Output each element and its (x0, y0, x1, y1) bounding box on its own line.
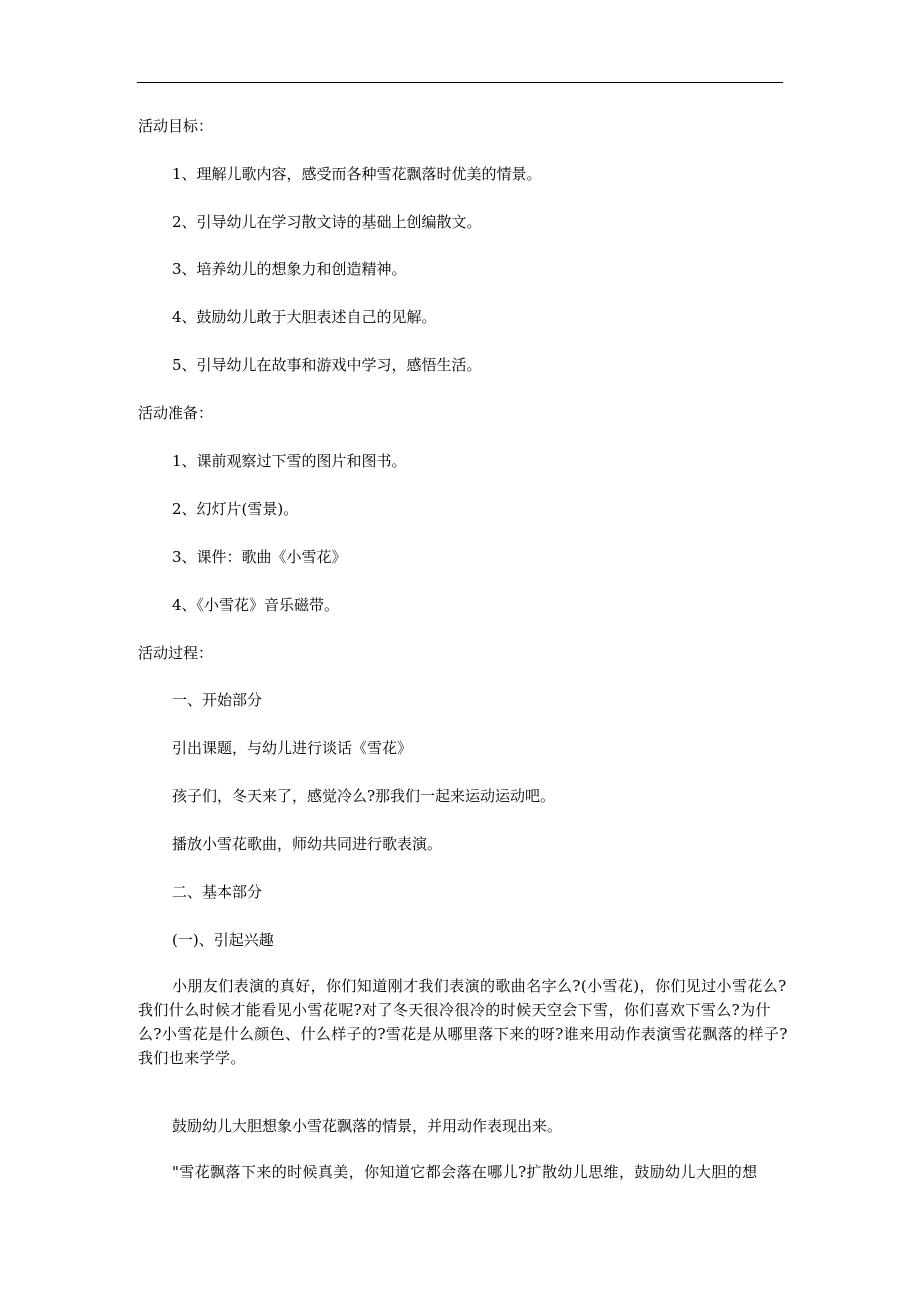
preparation-item-4: 4、《小雪花》音乐磁带。 (172, 596, 340, 614)
process-heading: 活动过程： (138, 644, 214, 662)
goal-item-5: 5、引导幼儿在故事和游戏中学习，感悟生活。 (172, 356, 482, 374)
part-one-line-2: 孩子们，冬天来了，感觉冷么?那我们一起来运动运动吧。 (172, 787, 556, 805)
goal-item-3: 3、培养幼儿的想象力和创造精神。 (172, 260, 407, 278)
interest-paragraph: 小朋友们表演的真好，你们知道刚才我们表演的歌曲名字么?(小雪花)，你们见过小雪花么?我们什么时候才能看见小雪花呢?对了冬天很冷很冷的时候天空会下雪，你们喜欢下雪么?为什么?小雪花是什么颜色、什么样子的?雪花是从哪里落下来的呀?谁来用动作表演雪花飘落的样子?我们也来学学。 (138, 977, 788, 1067)
part-one-title: 一、开始部分 (172, 691, 263, 709)
part-one-line-3: 播放小雪花歌曲，师幼共同进行歌表演。 (172, 835, 443, 853)
preparation-item-3: 3、课件：歌曲《小雪花》 (172, 548, 347, 566)
goal-item-2: 2、引导幼儿在学习散文诗的基础上创编散文。 (172, 213, 482, 231)
goal-item-4: 4、鼓励幼儿敢于大胆表述自己的见解。 (172, 308, 437, 326)
preparation-item-1: 1、课前观察过下雪的图片和图书。 (172, 452, 407, 470)
preparation-heading: 活动准备： (138, 404, 214, 422)
goal-item-1: 1、理解儿歌内容，感受而各种雪花飘落时优美的情景。 (172, 165, 542, 183)
part-one-line-1: 引出课题，与幼儿进行谈话《雪花》 (172, 739, 413, 757)
header-rule (137, 82, 783, 83)
goals-heading: 活动目标： (138, 117, 214, 135)
quote-line: "雪花飘落下来的时候真美，你知道它都会落在哪儿?扩散幼儿思维，鼓励幼儿大胆的想 (172, 1163, 758, 1181)
part-two-title: 二、基本部分 (172, 883, 263, 901)
encourage-line: 鼓励幼儿大胆想象小雪花飘落的情景，并用动作表现出来。 (172, 1117, 563, 1135)
preparation-item-2: 2、幻灯片(雪景)。 (172, 500, 299, 518)
sub-title-interest: (一)、引起兴趣 (172, 931, 274, 949)
